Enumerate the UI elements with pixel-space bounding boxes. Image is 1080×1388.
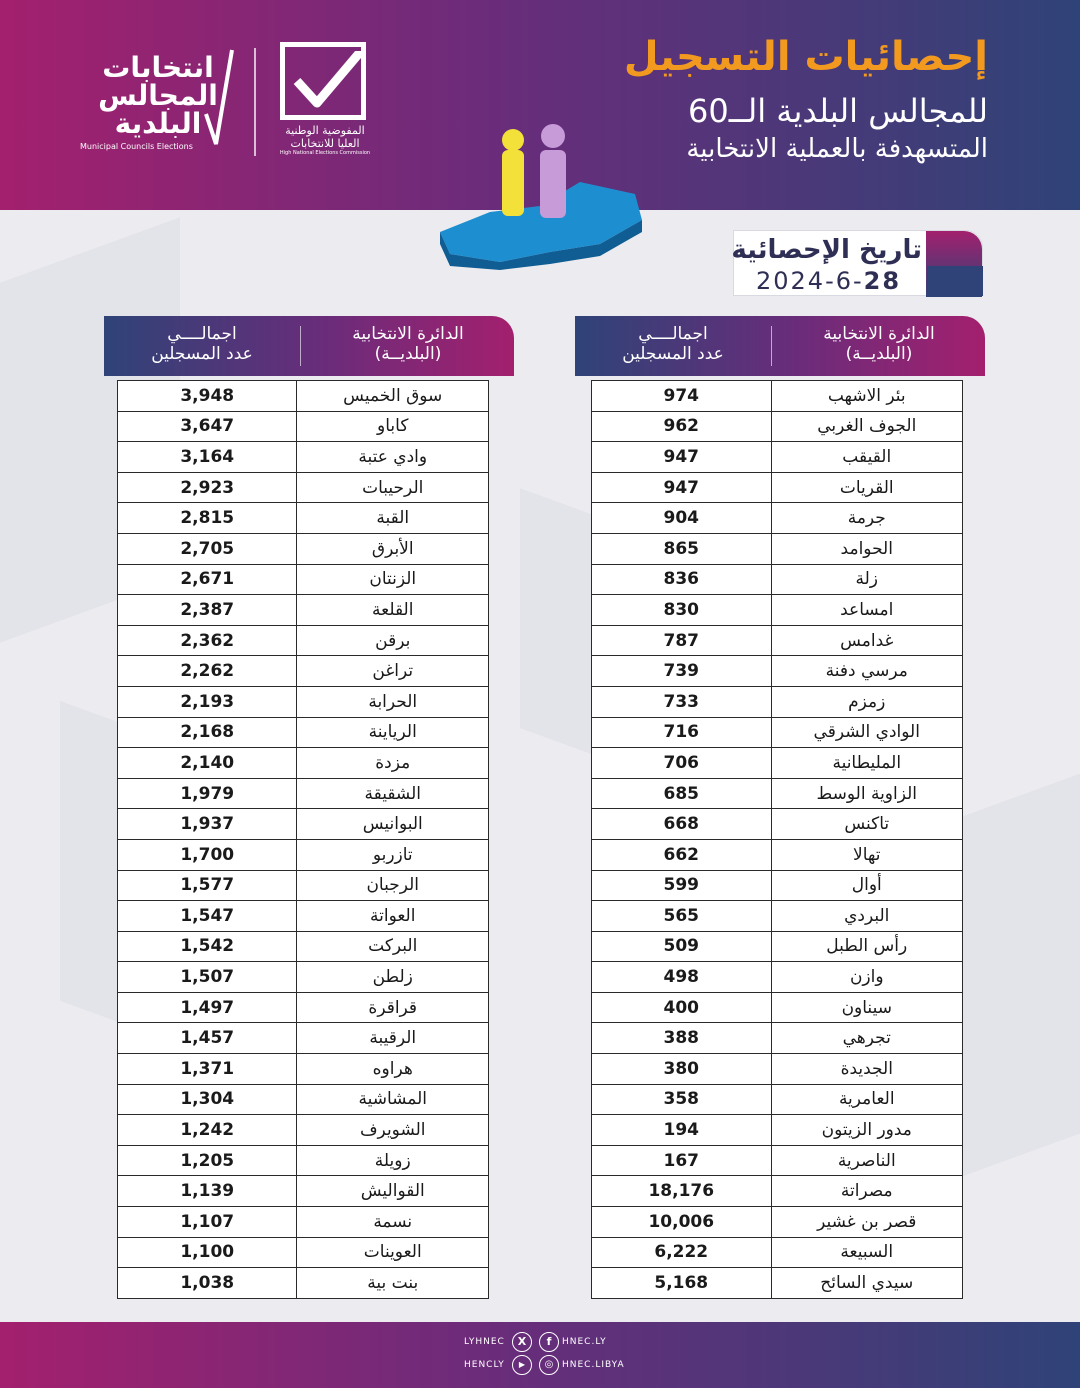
total-header-line2: عدد المسجلين bbox=[622, 344, 724, 364]
registered-count-cell: 787 bbox=[592, 625, 772, 656]
left-registration-table bbox=[117, 380, 489, 1299]
registered-count-cell: 358 bbox=[592, 1084, 772, 1115]
date-label: تاريخ الإحصائية bbox=[731, 235, 922, 265]
instagram-icon[interactable]: ◎ bbox=[539, 1355, 559, 1375]
left-table-header bbox=[104, 316, 514, 376]
registered-count-cell: 167 bbox=[592, 1145, 772, 1176]
x-icon[interactable]: X bbox=[512, 1332, 532, 1352]
municipality-name-cell: مزدة bbox=[297, 748, 489, 779]
hnec-name-en: High National Elections Commission bbox=[279, 150, 371, 156]
table-row bbox=[592, 870, 963, 901]
table-row bbox=[592, 1176, 963, 1207]
municipality-name-cell: السبيعة bbox=[771, 1237, 962, 1268]
registered-count-cell: 1,139 bbox=[118, 1176, 297, 1207]
municipality-name-cell: الزاوية الوسط bbox=[771, 778, 962, 809]
registered-count-cell: 2,168 bbox=[118, 717, 297, 748]
table-row bbox=[592, 1023, 963, 1054]
municipality-name-cell: تراغن bbox=[297, 656, 489, 687]
table-row bbox=[118, 595, 489, 626]
table-row bbox=[118, 931, 489, 962]
table-row bbox=[118, 533, 489, 564]
map-people-illustration bbox=[430, 120, 650, 270]
district-column-header bbox=[773, 324, 985, 364]
registered-count-cell: 2,262 bbox=[118, 656, 297, 687]
registered-count-cell: 2,387 bbox=[118, 595, 297, 626]
municipality-name-cell: زمزم bbox=[771, 686, 962, 717]
table-row bbox=[592, 533, 963, 564]
table-row bbox=[592, 1084, 963, 1115]
municipality-name-cell: الجوف الغربي bbox=[771, 411, 962, 442]
municipality-name-cell: برقن bbox=[297, 625, 489, 656]
municipality-name-cell: زلة bbox=[771, 564, 962, 595]
right-registration-table bbox=[591, 380, 963, 1299]
municipality-name-cell: تاكنس bbox=[771, 809, 962, 840]
municipality-name-cell: الرقيبة bbox=[297, 1023, 489, 1054]
registered-count-cell: 1,700 bbox=[118, 839, 297, 870]
table-row bbox=[592, 992, 963, 1023]
municipality-name-cell: غدامس bbox=[771, 625, 962, 656]
registered-count-cell: 2,362 bbox=[118, 625, 297, 656]
municipality-name-cell: سيناون bbox=[771, 992, 962, 1023]
municipality-name-cell: زويلة bbox=[297, 1145, 489, 1176]
registered-count-cell: 904 bbox=[592, 503, 772, 534]
registered-count-cell: 2,671 bbox=[118, 564, 297, 595]
registered-count-cell: 716 bbox=[592, 717, 772, 748]
table-row bbox=[118, 901, 489, 932]
hnec-name-ar bbox=[270, 124, 380, 150]
municipality-name-cell: أوال bbox=[771, 870, 962, 901]
total-header-line1: اجمالــــي bbox=[167, 324, 237, 344]
municipality-name-cell: الرحيبات bbox=[297, 472, 489, 503]
registered-count-cell: 1,205 bbox=[118, 1145, 297, 1176]
registered-count-cell: 947 bbox=[592, 442, 772, 473]
municipality-name-cell: البوانيس bbox=[297, 809, 489, 840]
table-row bbox=[118, 503, 489, 534]
table-row bbox=[592, 564, 963, 595]
district-header-line2: (البلديــة) bbox=[845, 344, 913, 364]
registered-count-cell: 1,107 bbox=[118, 1207, 297, 1238]
total-column-header bbox=[575, 324, 771, 364]
table-row bbox=[592, 503, 963, 534]
district-column-header bbox=[302, 324, 514, 364]
total-header-line2: عدد المسجلين bbox=[151, 344, 253, 364]
registered-count-cell: 1,547 bbox=[118, 901, 297, 932]
registered-count-cell: 706 bbox=[592, 748, 772, 779]
municipality-name-cell: مدور الزيتون bbox=[771, 1115, 962, 1146]
registered-count-cell: 498 bbox=[592, 962, 772, 993]
municipality-name-cell: تهالا bbox=[771, 839, 962, 870]
hnec-name-ar-line1: المفوضية الوطنية bbox=[285, 124, 365, 137]
registered-count-cell: 974 bbox=[592, 381, 772, 412]
registered-count-cell: 2,140 bbox=[118, 748, 297, 779]
table-row bbox=[118, 1145, 489, 1176]
table-row bbox=[592, 1054, 963, 1085]
registered-count-cell: 1,937 bbox=[118, 809, 297, 840]
municipality-name-cell: القلعة bbox=[297, 595, 489, 626]
youtube-handle[interactable]: HENCLY bbox=[464, 1360, 505, 1370]
right-table-header bbox=[575, 316, 985, 376]
table-row bbox=[592, 1207, 963, 1238]
table-row bbox=[592, 717, 963, 748]
registered-count-cell: 599 bbox=[592, 870, 772, 901]
table-row bbox=[592, 748, 963, 779]
registered-count-cell: 3,948 bbox=[118, 381, 297, 412]
registered-count-cell: 1,497 bbox=[118, 992, 297, 1023]
date-accent-low bbox=[927, 266, 983, 296]
date-value bbox=[756, 267, 901, 295]
municipality-name-cell: الزنتان bbox=[297, 564, 489, 595]
municipality-name-cell: كاباو bbox=[297, 411, 489, 442]
municipality-name-cell: البركت bbox=[297, 931, 489, 962]
table-row bbox=[592, 962, 963, 993]
registered-count-cell: 3,647 bbox=[118, 411, 297, 442]
municipality-name-cell: نسمة bbox=[297, 1207, 489, 1238]
table-row bbox=[118, 1176, 489, 1207]
table-row bbox=[118, 778, 489, 809]
registered-count-cell: 685 bbox=[592, 778, 772, 809]
table-row bbox=[592, 625, 963, 656]
table-row bbox=[592, 595, 963, 626]
registered-count-cell: 1,979 bbox=[118, 778, 297, 809]
page-subtitle-line2: المتسهدفة بالعملية الانتخابية bbox=[686, 134, 988, 164]
municipality-name-cell: القريات bbox=[771, 472, 962, 503]
table-row bbox=[118, 992, 489, 1023]
date-value-rest: 2024-6- bbox=[756, 267, 864, 295]
municipality-name-cell: تازربو bbox=[297, 839, 489, 870]
municipality-name-cell: البردي bbox=[771, 901, 962, 932]
district-header-line2: (البلديــة) bbox=[374, 344, 442, 364]
municipality-name-cell: بئر الاشهب bbox=[771, 381, 962, 412]
municipality-name-cell: امساعد bbox=[771, 595, 962, 626]
registered-count-cell: 3,164 bbox=[118, 442, 297, 473]
registered-count-cell: 1,038 bbox=[118, 1268, 297, 1299]
date-value-day: 28 bbox=[863, 267, 902, 295]
elections-logo-en: Municipal Councils Elections bbox=[80, 142, 193, 151]
table-row bbox=[118, 686, 489, 717]
municipality-name-cell: الأبرق bbox=[297, 533, 489, 564]
table-row bbox=[592, 1237, 963, 1268]
table-row bbox=[118, 962, 489, 993]
table-row bbox=[118, 1268, 489, 1299]
registered-count-cell: 2,923 bbox=[118, 472, 297, 503]
municipality-name-cell: وادي عتبة bbox=[297, 442, 489, 473]
table-row bbox=[118, 1237, 489, 1268]
municipality-name-cell: الحوامد bbox=[771, 533, 962, 564]
municipality-name-cell: زلطن bbox=[297, 962, 489, 993]
registered-count-cell: 388 bbox=[592, 1023, 772, 1054]
registered-count-cell: 947 bbox=[592, 472, 772, 503]
municipality-name-cell: القيقب bbox=[771, 442, 962, 473]
registered-count-cell: 1,304 bbox=[118, 1084, 297, 1115]
total-column-header bbox=[104, 324, 300, 364]
total-header-line1: اجمالــــي bbox=[638, 324, 708, 344]
date-box bbox=[733, 230, 983, 296]
page-title: إحصائيات التسجيل bbox=[623, 34, 988, 80]
table-row bbox=[592, 1268, 963, 1299]
municipality-name-cell: رأس الطبل bbox=[771, 931, 962, 962]
registered-count-cell: 1,242 bbox=[118, 1115, 297, 1146]
table-row bbox=[118, 625, 489, 656]
registered-count-cell: 1,507 bbox=[118, 962, 297, 993]
municipality-name-cell: الوادي الشرقي bbox=[771, 717, 962, 748]
district-header-line1: الدائرة الانتخابية bbox=[823, 324, 935, 344]
table-row bbox=[592, 656, 963, 687]
table-row bbox=[592, 472, 963, 503]
registered-count-cell: 509 bbox=[592, 931, 772, 962]
table-row bbox=[592, 411, 963, 442]
municipality-name-cell: القواليش bbox=[297, 1176, 489, 1207]
registered-count-cell: 830 bbox=[592, 595, 772, 626]
municipality-name-cell: سوق الخميس bbox=[297, 381, 489, 412]
table-row bbox=[118, 870, 489, 901]
table-row bbox=[592, 1115, 963, 1146]
table-row bbox=[592, 901, 963, 932]
elections-logo-check-icon bbox=[202, 44, 236, 154]
ballot-check-icon bbox=[291, 51, 361, 115]
municipality-name-cell: تجرهي bbox=[771, 1023, 962, 1054]
municipality-name-cell: قصر بن غشير bbox=[771, 1207, 962, 1238]
logo-divider bbox=[254, 48, 256, 156]
municipality-name-cell: الرجبان bbox=[297, 870, 489, 901]
table-row bbox=[592, 442, 963, 473]
table-row bbox=[118, 442, 489, 473]
registered-count-cell: 2,193 bbox=[118, 686, 297, 717]
municipality-name-cell: المشاشية bbox=[297, 1084, 489, 1115]
table-row bbox=[118, 1207, 489, 1238]
table-row bbox=[118, 717, 489, 748]
table-row bbox=[592, 381, 963, 412]
registered-count-cell: 836 bbox=[592, 564, 772, 595]
registered-count-cell: 668 bbox=[592, 809, 772, 840]
registered-count-cell: 565 bbox=[592, 901, 772, 932]
municipality-name-cell: الناصرية bbox=[771, 1145, 962, 1176]
registered-count-cell: 1,457 bbox=[118, 1023, 297, 1054]
registered-count-cell: 194 bbox=[592, 1115, 772, 1146]
instagram-handle[interactable]: HNEC.LIBYA bbox=[562, 1360, 625, 1370]
municipality-name-cell: سيدي السائح bbox=[771, 1268, 962, 1299]
table-row bbox=[118, 748, 489, 779]
municipality-name-cell: مرسي دفنة bbox=[771, 656, 962, 687]
registered-count-cell: 1,542 bbox=[118, 931, 297, 962]
elections-logo-line2: المجالس bbox=[98, 79, 218, 112]
table-row bbox=[118, 656, 489, 687]
table-row bbox=[118, 839, 489, 870]
youtube-icon[interactable]: ▶ bbox=[512, 1355, 532, 1375]
table-row bbox=[592, 839, 963, 870]
registered-count-cell: 10,006 bbox=[592, 1207, 772, 1238]
hnec-logo bbox=[280, 42, 366, 120]
municipality-name-cell: العوينات bbox=[297, 1237, 489, 1268]
registered-count-cell: 962 bbox=[592, 411, 772, 442]
municipality-name-cell: العامرية bbox=[771, 1084, 962, 1115]
municipality-name-cell: المليطانية bbox=[771, 748, 962, 779]
header-divider bbox=[300, 326, 301, 366]
elections-logo-line1: انتخابات bbox=[102, 51, 214, 84]
municipality-name-cell: الشويرف bbox=[297, 1115, 489, 1146]
registered-count-cell: 380 bbox=[592, 1054, 772, 1085]
table-row bbox=[118, 381, 489, 412]
table-row bbox=[118, 1023, 489, 1054]
facebook-icon[interactable]: f bbox=[539, 1332, 559, 1352]
municipality-name-cell: جرمة bbox=[771, 503, 962, 534]
table-row bbox=[592, 778, 963, 809]
table-row bbox=[592, 809, 963, 840]
hnec-name-ar-line2: العليا للانتخابات bbox=[290, 137, 360, 150]
municipality-name-cell: الرياينة bbox=[297, 717, 489, 748]
municipality-name-cell: قراقرة bbox=[297, 992, 489, 1023]
registered-count-cell: 865 bbox=[592, 533, 772, 564]
x-handle[interactable]: LYHNEC bbox=[464, 1337, 505, 1347]
registered-count-cell: 733 bbox=[592, 686, 772, 717]
table-row bbox=[118, 472, 489, 503]
registered-count-cell: 1,100 bbox=[118, 1237, 297, 1268]
registered-count-cell: 5,168 bbox=[592, 1268, 772, 1299]
table-row bbox=[118, 411, 489, 442]
table-row bbox=[118, 564, 489, 595]
registered-count-cell: 662 bbox=[592, 839, 772, 870]
table-row bbox=[592, 1145, 963, 1176]
municipality-name-cell: الحرابة bbox=[297, 686, 489, 717]
table-row bbox=[592, 931, 963, 962]
registered-count-cell: 2,815 bbox=[118, 503, 297, 534]
footer-bar bbox=[0, 1322, 1080, 1388]
table-row bbox=[118, 809, 489, 840]
municipality-name-cell: هراوه bbox=[297, 1054, 489, 1085]
municipality-name-cell: بنت بية bbox=[297, 1268, 489, 1299]
table-row bbox=[118, 1054, 489, 1085]
registered-count-cell: 739 bbox=[592, 656, 772, 687]
municipality-name-cell: وازن bbox=[771, 962, 962, 993]
facebook-handle[interactable]: HNEC.LY bbox=[562, 1337, 607, 1347]
registered-count-cell: 1,371 bbox=[118, 1054, 297, 1085]
registered-count-cell: 1,577 bbox=[118, 870, 297, 901]
table-row bbox=[118, 1084, 489, 1115]
page-subtitle-line1: للمجالس البلدية الــ60 bbox=[688, 92, 988, 130]
registered-count-cell: 6,222 bbox=[592, 1237, 772, 1268]
table-row bbox=[592, 686, 963, 717]
header-divider bbox=[771, 326, 772, 366]
registered-count-cell: 18,176 bbox=[592, 1176, 772, 1207]
municipality-name-cell: العواتة bbox=[297, 901, 489, 932]
table-row bbox=[118, 1115, 489, 1146]
municipality-name-cell: الشقيقة bbox=[297, 778, 489, 809]
registered-count-cell: 400 bbox=[592, 992, 772, 1023]
elections-logo-line3: البلدية bbox=[114, 107, 202, 140]
municipality-name-cell: القبة bbox=[297, 503, 489, 534]
municipality-name-cell: مصراتة bbox=[771, 1176, 962, 1207]
municipality-name-cell: الجديدة bbox=[771, 1054, 962, 1085]
registered-count-cell: 2,705 bbox=[118, 533, 297, 564]
district-header-line1: الدائرة الانتخابية bbox=[352, 324, 464, 344]
